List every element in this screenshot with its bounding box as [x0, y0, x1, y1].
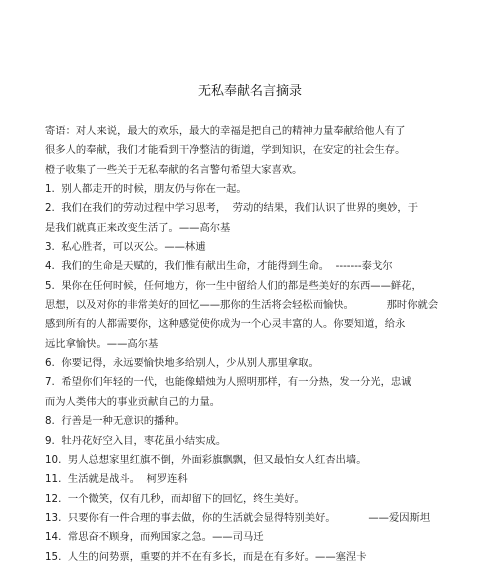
quote-line: 2. 我们在我们的劳动过程中学习思考， 劳动的结果，我们认识了世界的奥妙，于: [45, 202, 419, 215]
quote-line: 远比拿愉快。——高尔基: [45, 337, 159, 350]
quote-line: 思想，以及对你的非常美好的回忆——那你的生活将会轻松而愉快。 那时你就会: [45, 299, 439, 312]
quote-line: 9. 牡丹花好空入目，枣花虽小结实成。: [45, 434, 227, 447]
quote-line: 12. 一个微笑，仅有几秒，而却留下的回忆，终生美好。: [45, 492, 305, 505]
intro-line-3: 橙子收集了一些关于无私奉献的名言警句希望大家喜欢。: [45, 163, 303, 176]
quote-line: 14. 常思奋不顾身，而殉国家之急。——司马迁: [45, 531, 264, 544]
quote-line: 6. 你要记得，永远要愉快地多给别人，少从别人那里拿取。: [45, 357, 319, 370]
quote-line: 8. 行善是一种无意识的播种。: [45, 415, 185, 428]
document-title: 无私奉献名言摘录: [197, 84, 302, 99]
quote-line: 7. 希望你们年轻的一代，也能像蜡烛为人照明那样，有一分热，发一分光，忠诚: [45, 376, 412, 389]
quote-line: 感到所有的人都需要你，这种感觉使你成为一个心灵丰富的人。你要知道，给永: [45, 318, 406, 331]
quote-line: 3. 私心胜者，可以灭公。——林逋: [45, 241, 206, 254]
intro-line-1: 寄语：对人来说，最大的欢乐，最大的幸福是把自己的精神力量奉献给他人有了: [45, 125, 406, 137]
quote-line: 4. 我们的生命是天赋的，我们惟有献出生命，才能得到生命。 -------泰戈尔: [45, 260, 393, 273]
quote-line: 是我们就真正来改变生活了。——高尔基: [45, 221, 231, 234]
quote-line: 11. 生活就是战斗。 柯罗连科: [45, 473, 188, 486]
quote-line: 而为人类伟大的事业贡献自己的力量。: [45, 395, 221, 408]
quote-line: 1. 别人都走开的时候，朋友仍与你在一起。: [45, 183, 247, 196]
quote-line: 15. 人生的问势票，重要的并不在有多长，而是在有多好。——塞涅卡: [45, 550, 367, 563]
quote-line: 10. 男人总想家里红旗不倒，外面彩旗飘飘，但又最怕女人红杏出墙。: [45, 453, 367, 466]
document-body: [45, 122, 485, 566]
quote-line: 13. 只要你有一件合理的事去做，你的生活就会显得特别美好。 ——爱因斯坦: [45, 511, 431, 524]
quote-line: 5. 果你在任何时候，任何地方，你一生中留给人们的都是些美好的东西——鲜花，: [45, 279, 422, 292]
intro-line-2: 很多人的奉献，我们才能看到干净整洁的街道，学到知识，在安定的社会生存。: [45, 144, 406, 157]
